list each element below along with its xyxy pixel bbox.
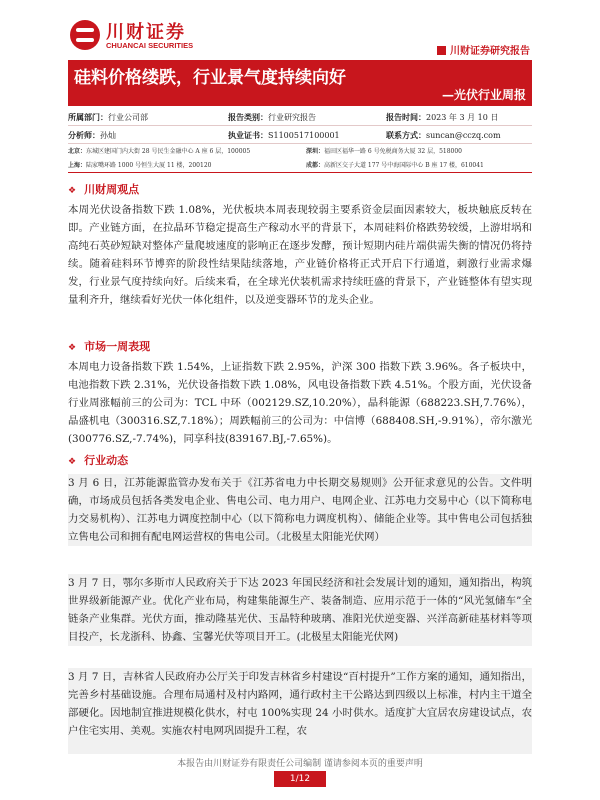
section-heading-news xyxy=(68,452,128,468)
market-paragraph: 本周电力设备指数下跌 1.54%，上证指数下跌 2.95%，沪深 300 指数下跌 3.96%。各子板块中，电池指数下跌 2.31%，光伏设备指数下跌 1.08%，风电设备指数下跌 4.51%。个股方面，光伏设备行业周涨幅前三的公司为：TCL 中环（002129.SZ,10.20%），晶科能源（688223.SH,7.76%），晶盛机电（300316.SZ,7.18%）；周跌幅前三的公司为：中信博（688408.SH,-9.91%），帝尔激光(300776.SZ,-7.74%)，同享科技(839167.BJ,-7.65%)。 xyxy=(68,361,532,445)
cert-value: S1100517100001 xyxy=(268,131,340,140)
diamond-bullet-icon: ❖ xyxy=(68,186,77,196)
chengdu-address: 高新区交子大道 177 号中海国际中心 B 座 17 楼，610041 xyxy=(324,162,484,169)
report-header xyxy=(0,0,600,60)
title-banner xyxy=(68,60,532,106)
page-number: 1/12 xyxy=(274,771,326,787)
shenzhen-label: 深圳： xyxy=(306,148,325,155)
address-row-1 xyxy=(68,146,532,155)
report-tag-label: 川财证券研究报告 xyxy=(450,46,530,57)
diamond-bullet-icon: ❖ xyxy=(68,457,77,467)
report-info-table xyxy=(68,108,532,144)
info-row xyxy=(68,126,532,144)
shanghai-label: 上海： xyxy=(68,162,87,169)
type-label: 报告类别： xyxy=(228,113,268,122)
report-tag xyxy=(437,42,530,57)
beijing-address: 东城区建国门内大街 28 号民生金融中心 A 座 6 层，100005 xyxy=(86,148,251,155)
shenzhen-address: 福田区福华一路 6 号免税商务大厦 32 层，518000 xyxy=(324,148,463,155)
shanghai-address: 陆家嘴环路 1000 号恒生大厦 11 楼，200120 xyxy=(86,162,212,169)
cert-label: 执业证书： xyxy=(228,131,268,140)
news-item: 3 月 7 日，鄂尔多斯市人民政府关于下达 2023 年国民经济和社会发展计划的通知，通知指出，构筑世界级新能源产业。优化产业布局，构建集能源生产、装备制造、应用示范于一体的“风光氢储车”全链条产业集群。光伏方面，推动隆基光伏、玉晶特种玻璃、准阳光伏逆变器、兴洋高新硅基材料等项目投产，长龙浙科、协鑫、宝馨光伏等项目开工。(北极星太阳能光伏网) xyxy=(68,574,532,646)
type-cell xyxy=(228,112,316,123)
analyst-label: 分析师： xyxy=(68,131,100,140)
beijing-label: 北京： xyxy=(68,148,87,155)
contact-cell xyxy=(386,130,501,141)
section-title: 川财周观点 xyxy=(84,183,140,196)
footer-disclaimer: 本报告由川财证券有限责任公司编制 谨请参阅本页的重要声明 xyxy=(177,759,423,769)
company-logo-icon xyxy=(70,20,100,50)
analyst-cell xyxy=(68,130,116,141)
analyst-value: 孙灿 xyxy=(100,131,116,140)
report-subtitle: —光伏行业周报 xyxy=(441,88,526,102)
date-label: 报告时间： xyxy=(386,113,426,122)
type-value: 行业研究报告 xyxy=(268,113,316,122)
report-title: 硅料价格缕跌，行业景气度持续向好 xyxy=(74,68,346,88)
contact-email[interactable]: suncan@cczq.com xyxy=(426,131,501,140)
dept-value: 行业公司部 xyxy=(108,113,148,122)
diamond-bullet-icon: ❖ xyxy=(68,343,77,353)
section-heading-market xyxy=(68,338,150,354)
square-bullet-icon xyxy=(437,46,446,55)
section-heading-viewpoint xyxy=(68,181,139,197)
address-row-2 xyxy=(68,160,532,169)
news-item: 3 月 7 日，吉林省人民政府办公厅关于印发吉林省乡村建设“百村提升”工作方案的通知，通知指出，完善乡村基础设施。合理布局通村及村内路网，通行政村主干公路达到四级以上标准，村内主干道全部硬化。因地制宜推进规模化供水，村屯 100%实现 24 小时供水。适度扩大宜居农房建设试点，农户住宅实用、美观。实施农村电网巩固提升工程，农 xyxy=(68,668,532,754)
section-title: 行业动态 xyxy=(84,454,129,467)
chengdu-label: 成都： xyxy=(306,162,325,169)
contact-label: 联系方式： xyxy=(386,131,426,140)
news-item: 3 月 6 日，江苏能源监管办发布关于《江苏省电力中长期交易规则》公开征求意见的公告。文件明确，市场成员包括各类发电企业、售电公司、电力用户、电网企业、江苏电力交易中心（以下简称电力交易机构）、江苏电力调度控制中心（以下简称电力调度机构）、储能企业等。其中售电公司包括独立售电公司和拥有配电网运营权的售电公司。（北极星太阳能光伏网） xyxy=(68,474,532,546)
date-value: 2023 年 3 月 10 日 xyxy=(426,113,499,122)
section-title: 市场一周表现 xyxy=(84,340,151,353)
dept-label: 所属部门： xyxy=(68,113,108,122)
viewpoint-paragraph: 本周光伏设备指数下跌 1.08%，光伏板块本周表现较弱主要系资金层面因素较大，板块触底反转在即。产业链方面，在拉晶环节稳定提高生产稼动水平的背景下，本周硅料价格跌势较缓，上游坩埚和高纯石英砂短缺对整体产量爬坡速度的影响正在逐步发酵，预计短期内硅片端供需失衡的情况仍将持续。随着硅料环节博弈的阶段性结果陆续落地，产业链价格将正式开启下行通道，刺激行业需求爆发，行业景气度持续向好。后续来看，在全球光伏装机需求持续旺盛的背景下，产业链整体有望实现量利齐升，继续看好光伏一体化组件，以及逆变器环节的龙头企业。 xyxy=(68,204,532,306)
company-name-en: CHUANCAI SECURITIES xyxy=(106,41,194,50)
company-name-cn: 川财证券 xyxy=(106,22,186,43)
date-cell xyxy=(386,112,498,123)
cert-cell xyxy=(228,130,340,141)
divider xyxy=(68,172,532,173)
info-row xyxy=(68,108,532,126)
dept-cell xyxy=(68,112,148,123)
